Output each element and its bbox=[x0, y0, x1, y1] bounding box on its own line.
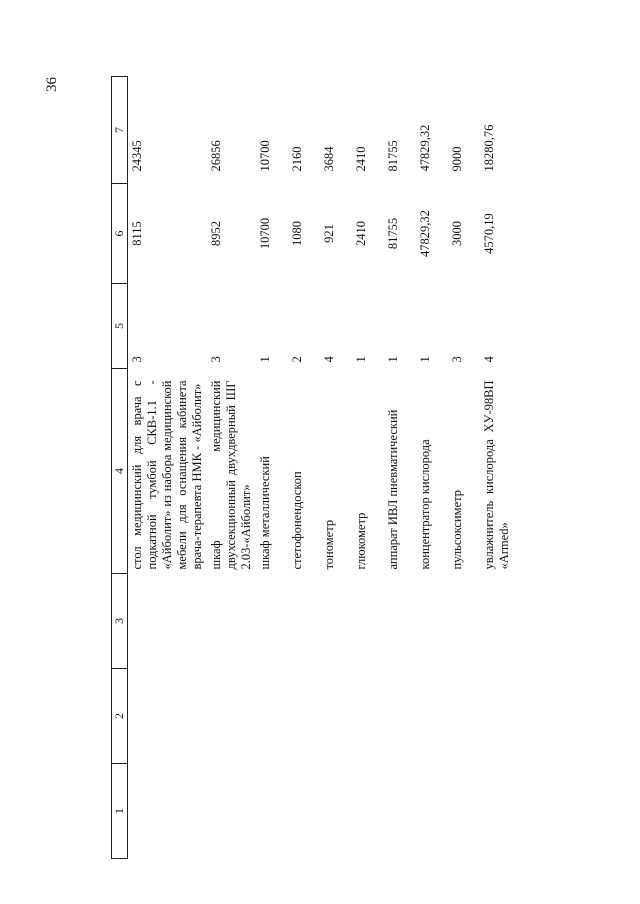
table-row bbox=[384, 77, 416, 859]
item-total: 26856 bbox=[209, 140, 223, 172]
column-header: 5 bbox=[112, 284, 128, 369]
column-header: 2 bbox=[112, 669, 128, 764]
item-quantity: 3 bbox=[450, 356, 464, 363]
item-price: 1080 bbox=[290, 221, 304, 246]
item-quantity: 1 bbox=[258, 356, 272, 363]
item-quantity: 1 bbox=[354, 356, 368, 363]
item-price: 3000 bbox=[450, 221, 464, 246]
item-name: увлажнитель кислорода ХУ-98ВП «Armed» bbox=[482, 380, 511, 570]
item-total: 10700 bbox=[258, 140, 272, 172]
item-name: глюкометр bbox=[354, 512, 368, 570]
item-price: 47829,32 bbox=[418, 210, 432, 257]
table-row bbox=[207, 77, 256, 859]
table-row bbox=[320, 77, 352, 859]
column-header: 1 bbox=[112, 764, 128, 859]
table-row bbox=[352, 77, 384, 859]
item-price: 8952 bbox=[209, 221, 223, 246]
item-name: тонометр bbox=[322, 519, 336, 570]
item-total: 2160 bbox=[290, 146, 304, 172]
item-name: аппарат ИВЛ пневматический bbox=[386, 409, 400, 570]
table-row bbox=[128, 77, 208, 859]
column-header: 6 bbox=[112, 184, 128, 284]
item-total: 3684 bbox=[322, 146, 336, 172]
equipment-table bbox=[111, 76, 514, 859]
item-total: 24345 bbox=[130, 140, 144, 172]
item-price: 4570,19 bbox=[482, 213, 496, 254]
item-price: 10700 bbox=[258, 217, 272, 250]
item-name: концентратор кислорода bbox=[418, 439, 432, 570]
page-number: 36 bbox=[44, 77, 60, 92]
item-total: 81755 bbox=[386, 140, 400, 172]
item-total: 2410 bbox=[354, 146, 368, 172]
item-name: шкаф металлический bbox=[258, 456, 272, 570]
item-quantity: 2 bbox=[290, 356, 304, 363]
item-total: 18280,76 bbox=[482, 124, 496, 172]
table-row bbox=[256, 77, 288, 859]
item-name: стетофонендоскоп bbox=[290, 471, 304, 570]
equipment-table-container bbox=[111, 77, 511, 859]
column-header: 4 bbox=[112, 369, 128, 574]
item-name: стол медицинский для врача с подкатной тумбой СКВ-1.1 - «Айболит» из набора медицинской мебели для оснащения кабинета врача-терапевта НМК - «Айболит» bbox=[130, 380, 204, 570]
item-price: 2410 bbox=[354, 221, 368, 246]
item-quantity: 3 bbox=[209, 356, 223, 363]
column-header: 3 bbox=[112, 574, 128, 669]
item-price: 81755 bbox=[386, 217, 400, 250]
item-quantity: 4 bbox=[322, 356, 336, 363]
item-quantity: 1 bbox=[418, 356, 432, 363]
item-total: 9000 bbox=[450, 146, 464, 172]
item-price: 921 bbox=[322, 224, 336, 243]
item-name: пульсоксиметр bbox=[450, 490, 464, 570]
item-total: 47829,32 bbox=[418, 124, 432, 172]
column-header: 7 bbox=[112, 77, 128, 184]
table-header-row bbox=[112, 77, 128, 859]
item-quantity: 3 bbox=[130, 356, 144, 363]
table-row bbox=[448, 77, 480, 859]
item-quantity: 1 bbox=[386, 356, 400, 363]
table-row bbox=[288, 77, 320, 859]
item-quantity: 4 bbox=[482, 356, 496, 363]
table-row bbox=[480, 77, 514, 859]
table-row bbox=[416, 77, 448, 859]
item-name: шкаф медицинский двухсекционный двухдверный ШГ 2.03-«Айболит» bbox=[209, 380, 253, 570]
item-price: 8115 bbox=[130, 221, 144, 246]
